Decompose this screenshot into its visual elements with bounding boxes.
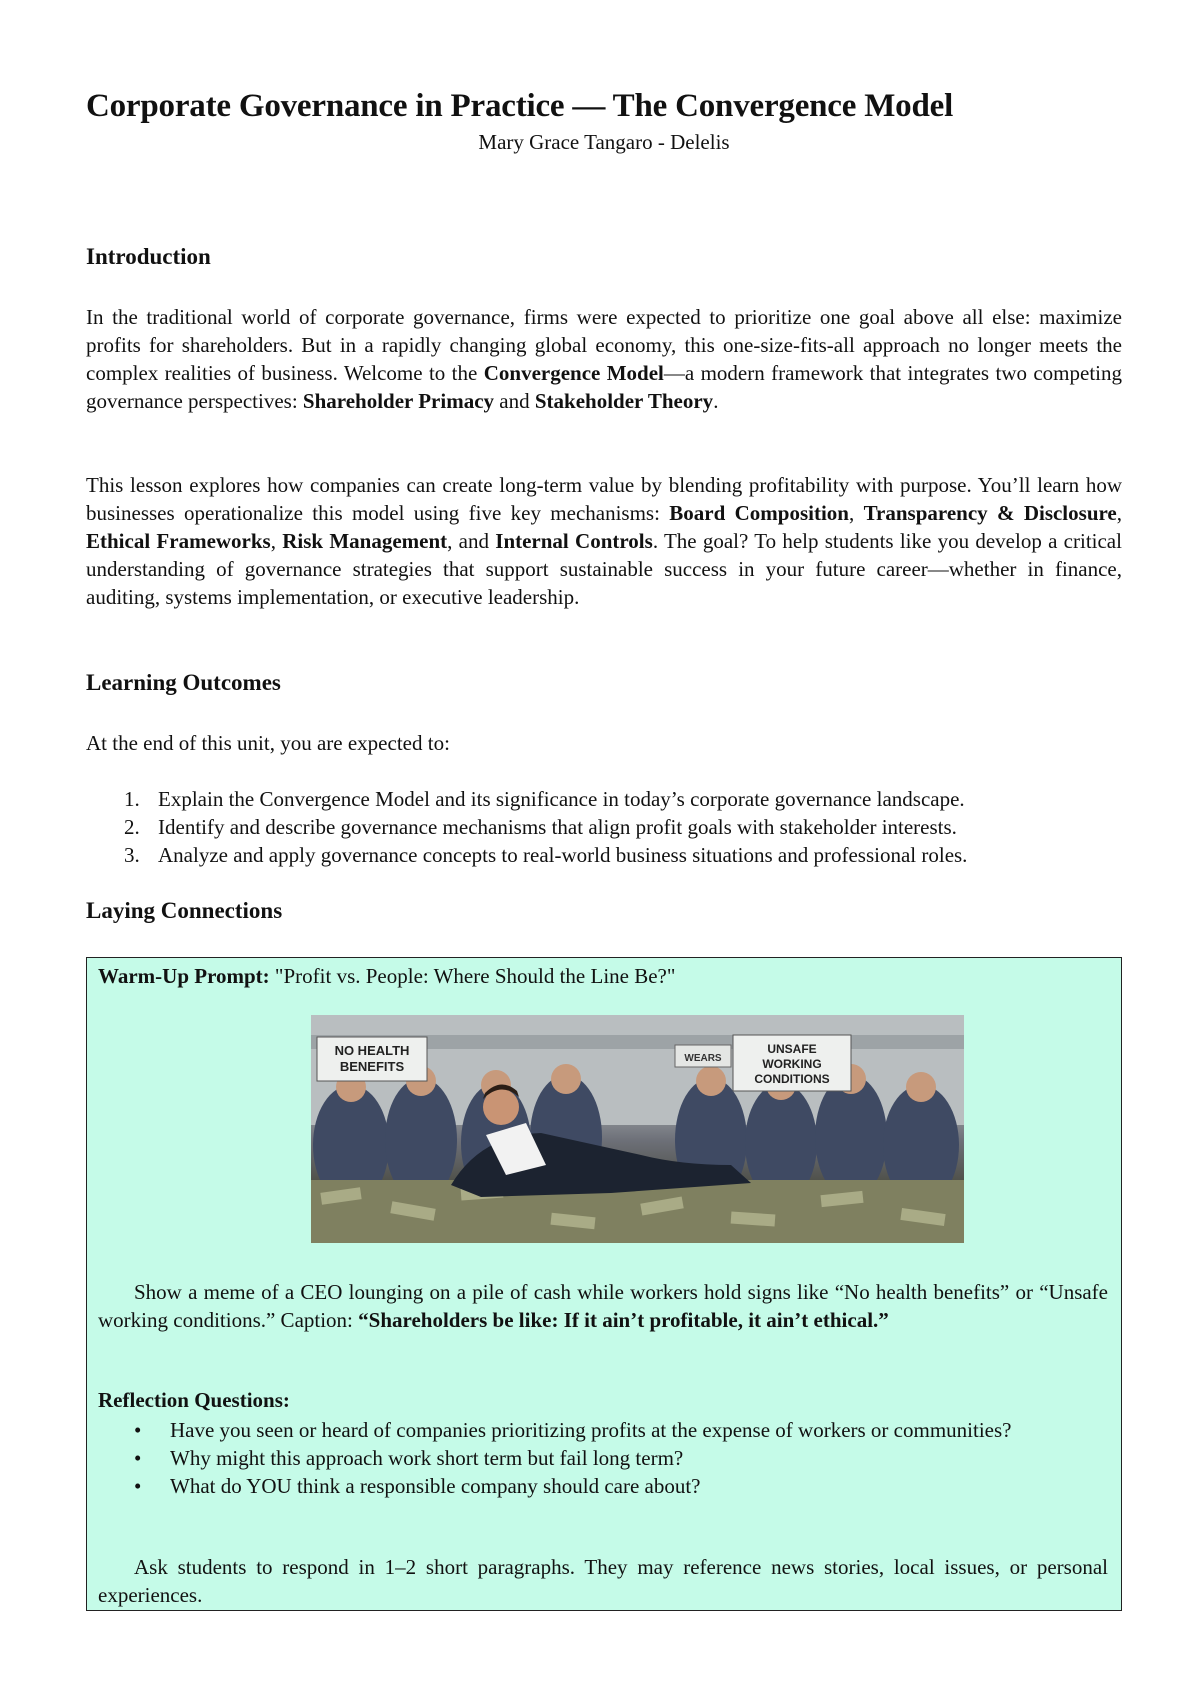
- document-title: Corporate Governance in Practice — The Convergence Model: [86, 88, 954, 124]
- learning-outcomes-list: [86, 785, 1122, 869]
- bold-term: Risk Management: [282, 529, 448, 553]
- introduction-paragraph-1: [86, 303, 1122, 415]
- text-run: . The goal? To help students like you develop a critical understanding of governance strategies that support sustainable success in your future career—whether in finance, auditing, systems implementation, or executive leadership.: [86, 529, 1122, 609]
- learning-outcomes-intro: At the end of this unit, you are expected to:: [86, 731, 450, 755]
- warm-up-text: "Profit vs. People: Where Should the Line Be?": [269, 964, 676, 988]
- learning-outcomes-heading: Learning Outcomes: [86, 670, 281, 695]
- meme-illustration: [311, 1015, 964, 1243]
- text-run: and: [494, 389, 535, 413]
- text-run: In the traditional world of corporate governance, firms were expected to prioritize one goal above all else: maximize profits for shareholders. But in a rapidly changing global economy, this one-size-fits-all approach no longer meets the complex realities of business. Welcome to the: [86, 305, 1122, 385]
- protest-sign-3: [675, 1045, 731, 1067]
- bold-term: Ethical Frameworks: [86, 529, 271, 553]
- sign-text: BENEFITS: [339, 1059, 405, 1074]
- bold-term: Transparency & Disclosure: [863, 501, 1117, 525]
- bold-term: Convergence Model: [483, 361, 664, 385]
- warm-up-prompt: [98, 962, 675, 990]
- document-author: Mary Grace Tangaro - Delelis: [478, 130, 730, 154]
- sign-text: NO HEALTH: [334, 1043, 410, 1058]
- sign-text: UNSAFE: [767, 1042, 817, 1056]
- text-run: ,: [1116, 501, 1123, 525]
- introduction-heading: Introduction: [86, 244, 211, 269]
- bullet: •: [134, 1446, 142, 1470]
- list-item-text: Identify and describe governance mechanisms that align profit goals with stakeholder interests.: [158, 815, 957, 839]
- bullet: •: [134, 1474, 142, 1498]
- warm-up-label: Warm-Up Prompt:: [98, 964, 270, 988]
- meme-caption: “Shareholders be like: If it ain’t profitable, it ain’t ethical.”: [358, 1308, 889, 1332]
- list-item: [86, 785, 1122, 813]
- bold-term: Board Composition: [669, 501, 849, 525]
- list-item-text: Why might this approach work short term but fail long term?: [170, 1446, 684, 1470]
- sign-text: CONDITIONS: [754, 1072, 830, 1086]
- reflection-questions-list: [98, 1416, 1108, 1500]
- sign-text: WORKING: [762, 1057, 822, 1071]
- protest-sign-1: [317, 1037, 427, 1081]
- list-item-text: Analyze and apply governance concepts to real-world business situations and professional roles.: [158, 843, 968, 867]
- reflection-heading: Reflection Questions:: [98, 1388, 290, 1412]
- protest-sign-2: [733, 1035, 851, 1091]
- list-item-text: What do YOU think a responsible company should care about?: [170, 1474, 701, 1498]
- list-item-text: Have you seen or heard of companies prioritizing profits at the expense of workers or communities?: [170, 1418, 1012, 1442]
- list-number: 3.: [124, 843, 140, 867]
- list-item: [98, 1416, 1108, 1444]
- text-run: ,: [270, 529, 283, 553]
- meme-image: [311, 1015, 964, 1243]
- text-run: —a modern framework that integrates two competing governance perspectives:: [86, 361, 1123, 413]
- list-item: [86, 813, 1122, 841]
- bold-term: Stakeholder Theory: [534, 389, 714, 413]
- laying-connections-heading: Laying Connections: [86, 898, 283, 923]
- sign-text: WEARS: [684, 1053, 722, 1064]
- list-item-text: Explain the Convergence Model and its significance in today’s corporate governance landscape.: [158, 787, 965, 811]
- list-number: 2.: [124, 815, 140, 839]
- text-run: This lesson explores how companies can create long-term value by blending profitability with purpose. You’ll learn how businesses operationalize this model using five key mechanisms:: [86, 473, 1122, 525]
- list-item: [98, 1444, 1108, 1472]
- bold-term: Shareholder Primacy: [302, 389, 495, 413]
- text-run: Show a meme of a CEO lounging on a pile of cash while workers hold signs like “No health benefits” or “Unsafe working conditions.” Caption:: [98, 1280, 1108, 1332]
- text-run: ,: [848, 501, 864, 525]
- bullet: •: [134, 1418, 142, 1442]
- warm-up-box: [86, 957, 1122, 1611]
- text-run: .: [713, 389, 719, 413]
- list-item: [98, 1472, 1108, 1500]
- introduction-paragraph-2: [86, 471, 1122, 611]
- bold-term: Internal Controls: [495, 529, 653, 553]
- instruction-paragraph: Ask students to respond in 1–2 short paragraphs. They may reference news stories, local issues, or personal experiences.: [98, 1555, 1108, 1607]
- list-item: [86, 841, 1122, 869]
- text-run: , and: [447, 529, 496, 553]
- meme-description: [98, 1278, 1108, 1334]
- list-number: 1.: [124, 787, 140, 811]
